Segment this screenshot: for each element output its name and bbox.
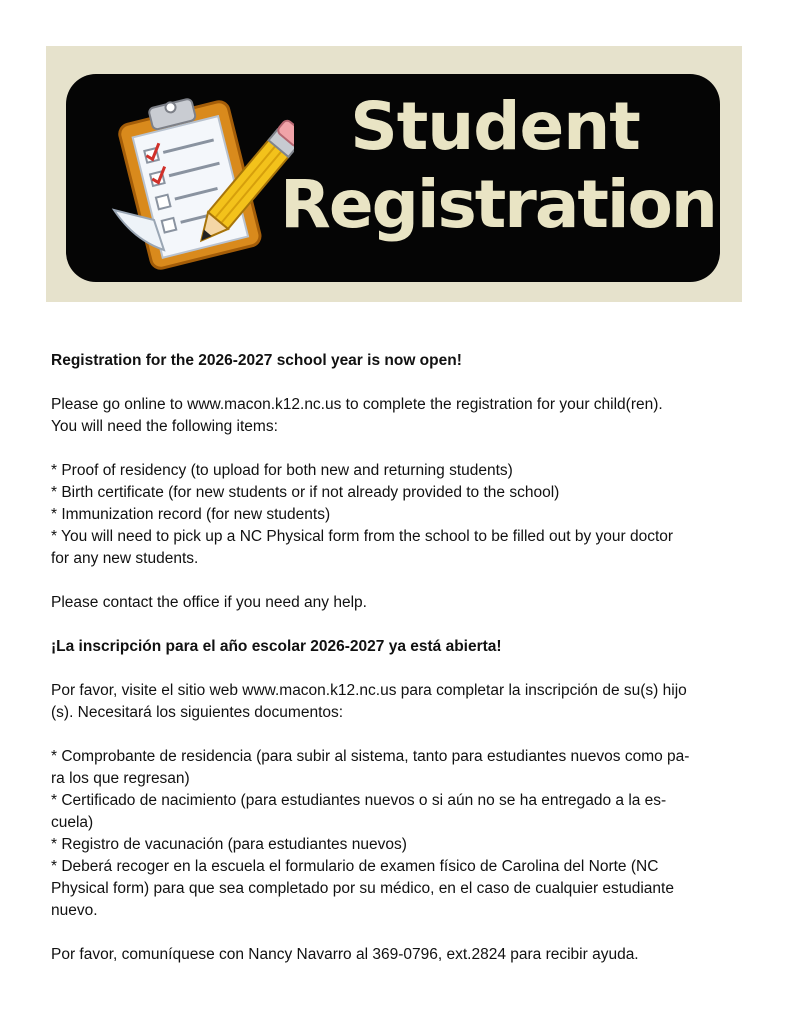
spanish-item: * Deberá recoger en la escuela el formulario de examen físico de Carolina del Norte (NC (51, 858, 659, 875)
spanish-item: cuela) (51, 814, 94, 831)
english-intro-line1: Please go online to www.macon.k12.nc.us to complete the registration for your child(ren). (51, 396, 663, 413)
english-contact: Please contact the office if you need any help. (51, 594, 367, 611)
document-body (51, 350, 751, 966)
spanish-intro-line1: Por favor, visite el sitio web www.macon.k12.nc.us para completar la inscripción de su(s) hijo (51, 682, 687, 699)
english-item: * You will need to pick up a NC Physical form from the school to be filled out by your doctor (51, 528, 674, 545)
banner-panel (66, 74, 720, 282)
english-item: * Immunization record (for new students) (51, 506, 331, 523)
spanish-item: * Comprobante de residencia (para subir al sistema, tanto para estudiantes nuevos como pa- (51, 748, 690, 765)
spanish-contact: Por favor, comuníquese con Nancy Navarro al 369-0796, ext.2824 para recibir ayuda. (51, 946, 639, 963)
english-item: * Proof of residency (to upload for both new and returning students) (51, 462, 513, 479)
spanish-item: ra los que regresan) (51, 770, 190, 787)
english-item: * Birth certificate (for new students or if not already provided to the school) (51, 484, 560, 501)
banner-title-line1: Student (350, 88, 640, 165)
spanish-item: * Certificado de nacimiento (para estudiantes nuevos o si aún no se ha entregado a la es- (51, 792, 667, 809)
banner-title-line2: Registration (280, 166, 716, 243)
english-heading: Registration for the 2026-2027 school year is now open! (51, 352, 462, 369)
spanish-intro-line2: (s). Necesitará los siguientes documentos: (51, 704, 344, 721)
spanish-item: * Registro de vacunación (para estudiantes nuevos) (51, 836, 407, 853)
banner (46, 46, 742, 302)
english-item: for any new students. (51, 550, 199, 567)
english-intro-line2: You will need the following items: (51, 418, 278, 435)
banner-title (280, 88, 716, 243)
clipboard-pencil-icon (94, 90, 294, 270)
spanish-item: Physical form) para que sea completado por su médico, en el caso de cualquier estudiante (51, 880, 674, 897)
spanish-heading: ¡La inscripción para el año escolar 2026-2027 ya está abierta! (51, 638, 502, 655)
spanish-item: nuevo. (51, 902, 98, 919)
